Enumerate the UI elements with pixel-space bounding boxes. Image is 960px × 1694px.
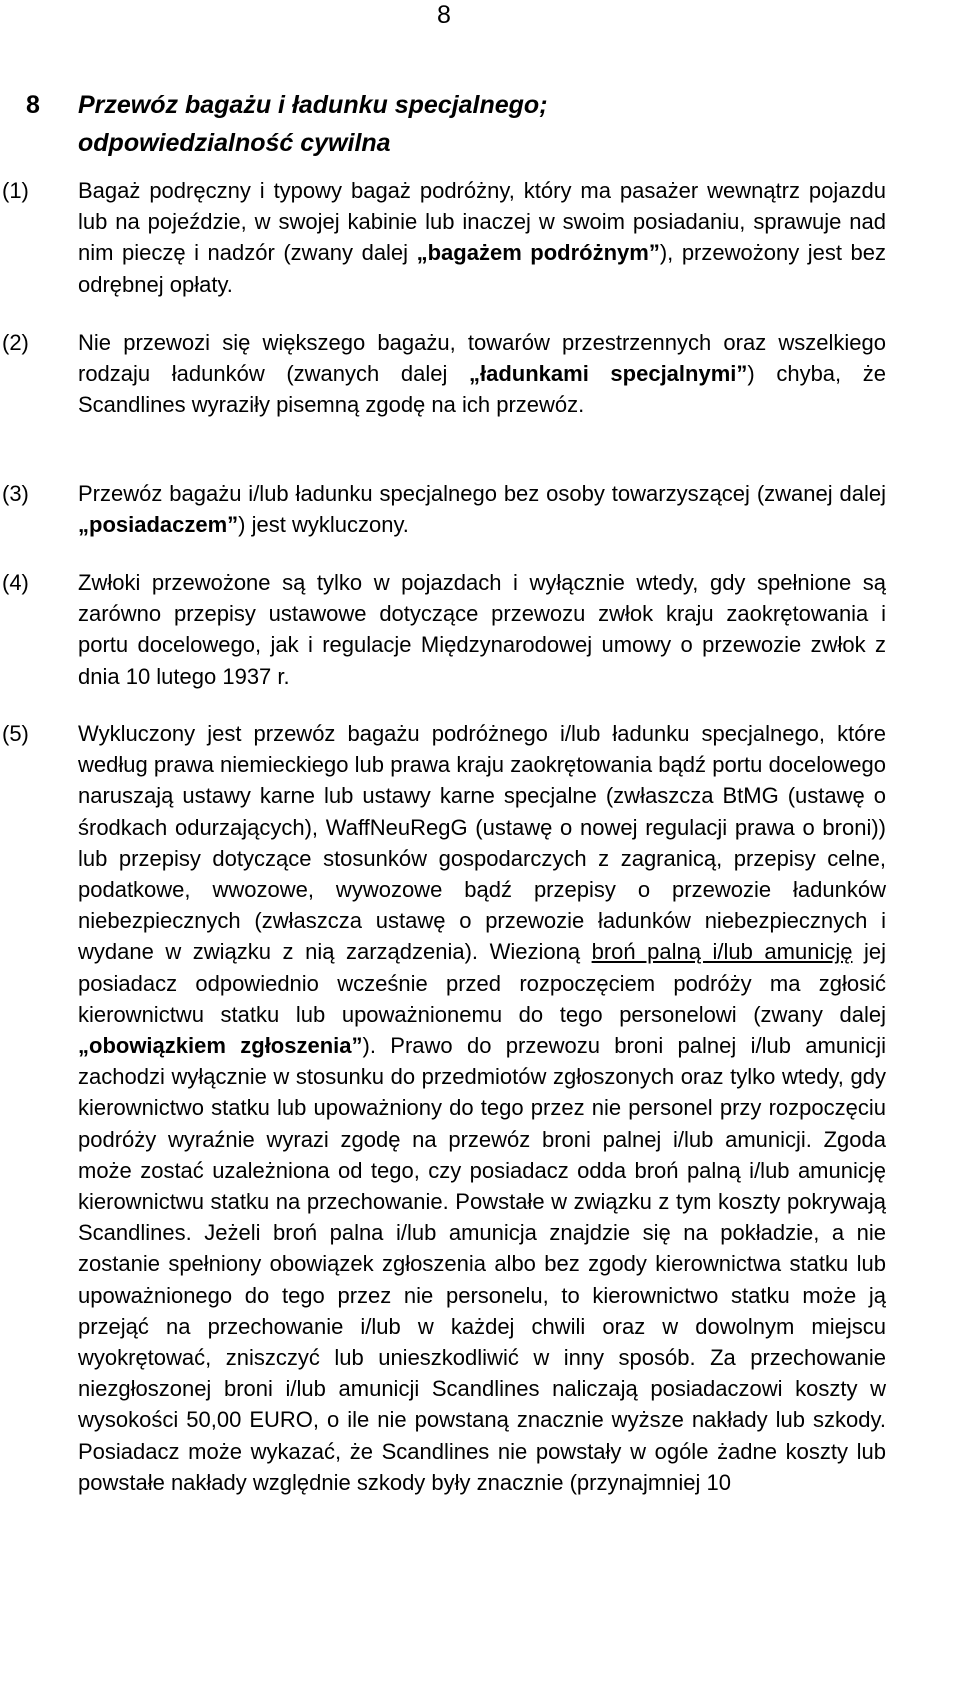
paragraph-number: (4) — [2, 570, 29, 595]
defined-term: „bagażem podróżnym” — [416, 240, 660, 266]
paragraph-text — [78, 175, 886, 300]
underlined-term: broń palną i/lub amunicję — [591, 939, 853, 965]
paragraph-text — [78, 718, 886, 1498]
text-run: jej posiadacz odpowiednio wcześnie przed rozpoczęciem podróży ma zgłosić kierownictwu statku lub upoważnionemu do tego personelowi (zwany dalej — [78, 939, 886, 1027]
section-title-line-1: Przewóz bagażu i ładunku specjalnego; — [78, 91, 548, 119]
defined-term: „ładunkami specjalnymi” — [469, 361, 748, 387]
text-run: Przewóz bagażu i/lub ładunku specjalnego bez osoby towarzyszącej (zwanej dalej — [78, 481, 886, 506]
text-run: Zwłoki przewożone są tylko w pojazdach i wyłącznie wtedy, gdy spełnione są zarówno przepisy ustawowe dotyczące przewozu zwłok kraju zaokrętowania i portu docelowego, jak i regulacje Międzynarodowej umowy o przewozie zwłok z dnia 10 lutego 1937 r. — [78, 570, 886, 689]
paragraph-number: (5) — [2, 721, 29, 746]
paragraph-number: (2) — [2, 330, 29, 355]
text-run: ) jest wykluczony. — [238, 512, 409, 538]
paragraph-text — [78, 327, 886, 421]
page-number: 8 — [437, 1, 451, 29]
text-run: Wykluczony jest przewóz bagażu podróżnego i/lub ładunku specjalnego, które według prawa niemieckiego lub prawa kraju zaokrętowania bądź portu docelowego naruszają ustawy karne lub ustawy karne specjalne (zwłaszcza BtMG (ustawę o środkach odurzających), WaffNeuRegG (ustawę o nowej regulacji prawa o broni)) lub przepisy dotyczące stosunków gospodarczych z zagranicą, przepisy celne, podatkowe, wwozowe, wywozowe bądź przepisy o przewozie ładunków niebezpiecznych (zwłaszcza ustawę o przewozie ładunków niebezpiecznych i wydane w związku z nią zarządzenia). Wiezioną — [78, 721, 886, 965]
paragraph-number: (1) — [2, 178, 29, 203]
paragraph-text — [78, 567, 886, 692]
section-number: 8 — [26, 91, 40, 119]
section-title — [78, 86, 938, 162]
text-run: ), przewożony jest bez odrębnej opłaty. — [78, 240, 886, 297]
paragraph-number: (3) — [2, 481, 29, 506]
defined-term: „posiadaczem” — [78, 512, 239, 538]
text-run: Nie przewozi się większego bagażu, towarów przestrzennych oraz wszelkiego rodzaju ładunków (zwanych dalej — [78, 330, 886, 387]
paragraph-text — [78, 478, 886, 540]
text-run: ). Prawo do przewozu broni palnej i/lub amunicji zachodzi wyłącznie w stosunku do przedmiotów zgłoszonych oraz tylko wtedy, gdy kierownictwo statku lub upoważniony do tego przez nie personel przy rozpoczęciu podróży wyraźnie wyrazi zgodę na przewóz broni palnej i/lub amunicji. Zgoda może zostać uzależniona od tego, czy posiadacz odda broń palną i/lub amunicję kierownictwu statku na przechowanie. Powstałe w związku z tym koszty pokrywają Scandlines. Jeżeli broń palna i/lub amunicja znajdzie się na pokładzie, a nie zostanie spełniony obowiązek zgłoszenia albo bez zgody kierownictwa statku lub upoważnionego do tego przez nie personelu, to kierownictwo statku może ją przejąć na przechowanie i/lub w każdej chwili oraz w dowolnym miejscu wyokrętować, zniszczyć lub unieszkodliwić w inny sposób. Za przechowanie niezgłoszonej broni i/lub amunicji Scandlines naliczają posiadaczowi koszty w wysokości 50,00 EURO, o ile nie powstaną znacznie wyższe nakłady lub szkody. Posiadacz może wykazać, że Scandlines nie powstały w ogóle żadne koszty lub powstałe nakłady względnie szkody były znacznie (przynajmniej 10 — [78, 1033, 887, 1495]
text-run: ) chyba, że Scandlines wyraziły pisemną zgodę na ich przewóz. — [78, 361, 887, 418]
defined-term: „obowiązkiem zgłoszenia” — [78, 1033, 363, 1059]
text-run: Bagaż podręczny i typowy bagaż podróżny, który ma pasażer wewnątrz pojazdu lub na pojeździe, w swojej kabinie lub inaczej w swoim posiadaniu, sprawuje nad nim pieczę i nadzór (zwany dalej — [78, 178, 886, 266]
section-title-line-2: odpowiedzialność cywilna — [78, 129, 391, 157]
